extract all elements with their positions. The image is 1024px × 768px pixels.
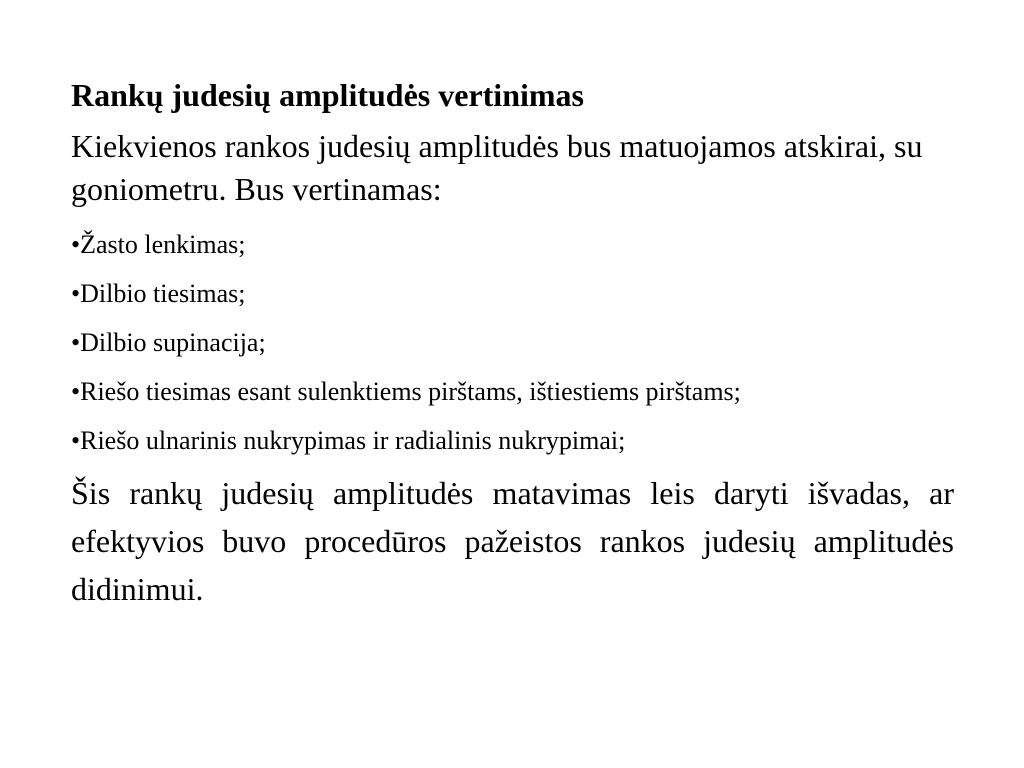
bullet-list — [71, 229, 954, 457]
bullet-text: Riešo ulnarinis nukrypimas ir radialinis nukrypimai; — [80, 426, 626, 455]
bullet-item — [71, 327, 954, 359]
bullet-item — [71, 376, 954, 408]
bullet-item — [71, 425, 954, 457]
bullet-marker: • — [71, 377, 81, 406]
bullet-text: Žasto lenkimas; — [80, 230, 246, 259]
bullet-text: Dilbio supinacija; — [80, 328, 266, 357]
bullet-text: Dilbio tiesimas; — [80, 279, 246, 308]
conclusion-paragraph: Šis rankų judesių amplitudės matavimas leis daryti išvadas, ar efektyvios buvo procedūros pažeistos rankos judesių amplitudės didinimui. — [71, 475, 954, 607]
bullet-marker: • — [71, 279, 81, 308]
slide-title: Rankų judesių amplitudės vertinimas — [71, 77, 584, 113]
slide-content — [71, 73, 954, 613]
bullet-marker: • — [71, 230, 81, 259]
bullet-marker: • — [71, 328, 81, 357]
bullet-item — [71, 229, 954, 261]
intro-paragraph: Kiekvienos rankos judesių amplitudės bus matuojamos atskirai, su goniometru. Bus vertinamas: — [71, 128, 923, 207]
bullet-text: Riešo tiesimas esant sulenktiems pirštams, ištiestiems pirštams; — [80, 377, 741, 406]
bullet-marker: • — [71, 426, 81, 455]
bullet-item — [71, 278, 954, 310]
